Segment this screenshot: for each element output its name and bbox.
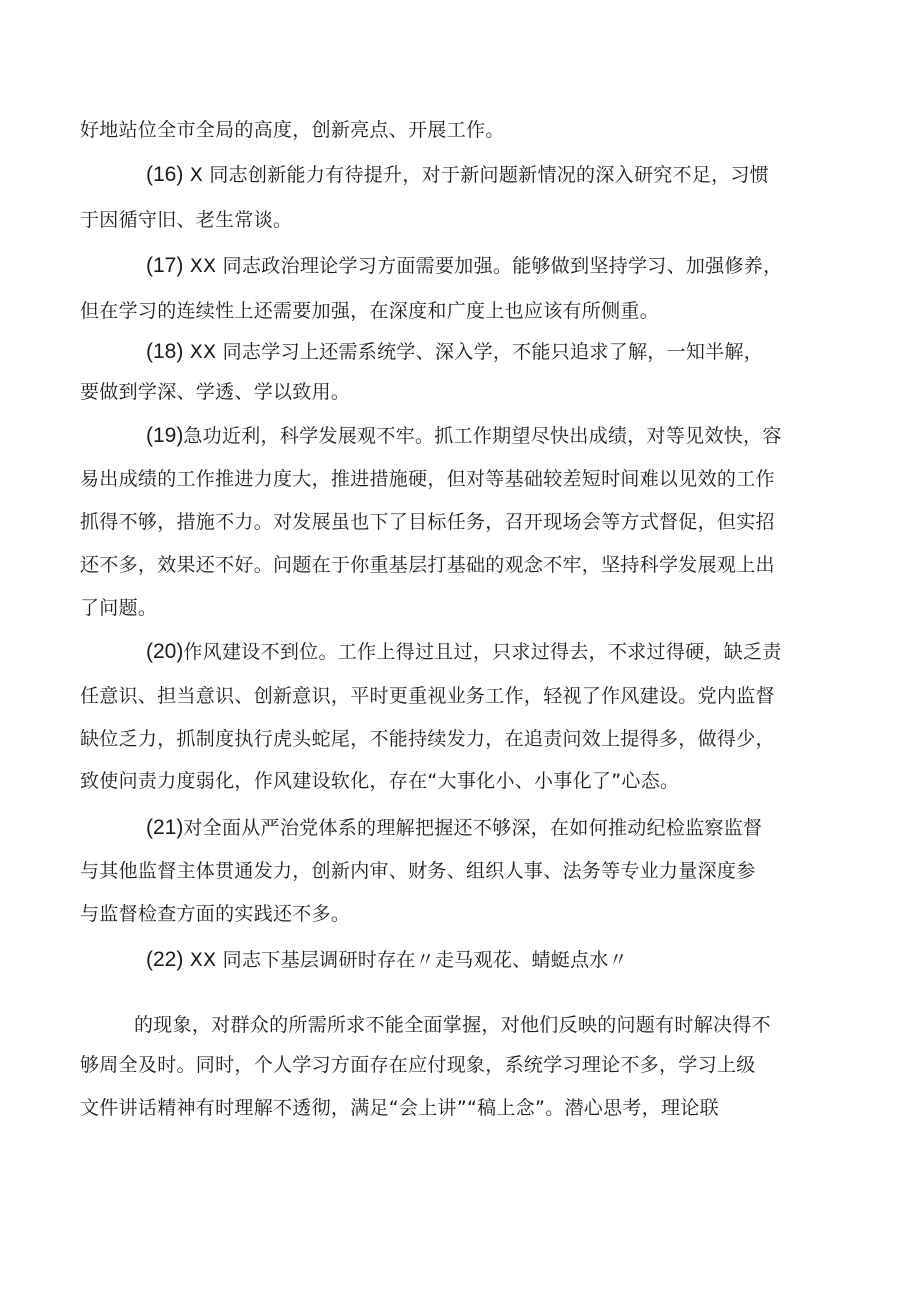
item-22-line-1 [146, 948, 628, 972]
line-text: 抓得不够，措施不力。对发展虽也下了目标任务，召开现场会等方式督促，但实招 [80, 511, 775, 533]
line-text: 作风建设不到位。工作上得过且过，只求过得去，不求过得硬，缺乏责 [183, 641, 782, 663]
line-text: 任意识、担当意识、创新意识，平时更重视业务工作，轻视了作风建设。党内监督 [80, 685, 775, 707]
line-text: 要做到学深、学透、学以致用。 [80, 381, 351, 403]
text-line [80, 902, 350, 926]
line-text: 与其他监督主体贯通发力，创新内审、财务、组织人事、法务等专业力量深度参 [80, 860, 756, 882]
text-line [80, 1053, 756, 1077]
text-line [80, 208, 292, 232]
text-line [80, 299, 659, 323]
text-line [80, 1096, 719, 1120]
line-text: 好地站位全市全局的高度，创新亮点、开展工作。 [80, 119, 505, 141]
item-20-line-1 [146, 640, 782, 664]
line-text: XX 同志下基层调研时存在〃走马观花、蜻蜓点水〃 [183, 949, 628, 971]
item-17-line-1 [146, 254, 782, 278]
item-number: (19) [146, 424, 184, 447]
line-text: 于因循守旧、老生常谈。 [80, 209, 293, 231]
item-number: (21) [146, 816, 184, 839]
line-text: 但在学习的连续性上还需要加强，在深度和广度上也应该有所侧重。 [80, 300, 660, 322]
text-line [80, 118, 505, 142]
line-text: XX 同志学习上还需系统学、深入学，不能只追求了解，一知半解， [183, 341, 764, 363]
line-text: 文件讲话精神有时理解不透彻，满足“会上讲”“稿上念”。潜心思考，理论联 [80, 1097, 719, 1119]
item-16-line-1 [146, 163, 769, 187]
item-18-line-1 [146, 340, 763, 364]
item-number: (16) [146, 163, 184, 186]
line-text: 致使问责力度弱化，作风建设软化，存在“大事化小、小事化了”心态。 [80, 770, 680, 792]
line-text: 够周全及时。同时，个人学习方面存在应付现象，系统学习理论不多，学习上级 [80, 1054, 756, 1076]
item-number: (20) [146, 640, 184, 663]
text-line [80, 596, 157, 620]
line-text: 还不多，效果还不好。问题在于你重基层打基础的观念不牢，坚持科学发展观上出 [80, 554, 775, 576]
line-text: 急功近利，科学发展观不牢。抓工作期望尽快出成绩，对等见效快，容 [183, 425, 782, 447]
line-text: 易出成绩的工作推进力度大，推进措施硬，但对等基础较差短时间难以见效的工作 [80, 468, 775, 490]
text-line [80, 467, 775, 491]
text-line [80, 510, 775, 534]
line-text: 缺位乏力，抓制度执行虎头蛇尾，不能持续发力，在追责问效上提得多，做得少， [80, 728, 775, 750]
line-text: 了问题。 [80, 597, 158, 619]
item-number: (22) [146, 948, 184, 971]
item-number: (18) [146, 340, 184, 363]
text-line [80, 769, 679, 793]
text-line [80, 727, 775, 751]
item-21-line-1 [146, 816, 762, 840]
line-text: XX 同志政治理论学习方面需要加强。能够做到坚持学习、加强修养， [183, 255, 783, 277]
line-text: 的现象，对群众的所需所求不能全面掌握，对他们反映的问题有时解决得不 [134, 1014, 771, 1036]
line-text: 与监督检查方面的实践还不多。 [80, 903, 351, 925]
text-line [80, 684, 775, 708]
text-line [80, 553, 775, 577]
text-line [80, 859, 756, 883]
text-line [80, 380, 350, 404]
line-text: X 同志创新能力有待提升，对于新问题新情况的深入研究不足，习惯 [183, 164, 770, 186]
item-number: (17) [146, 254, 184, 277]
text-line [134, 1013, 771, 1037]
line-text: 对全面从严治党体系的理解把握还不够深，在如何推动纪检监察监督 [183, 817, 763, 839]
item-19-line-1 [146, 424, 782, 448]
